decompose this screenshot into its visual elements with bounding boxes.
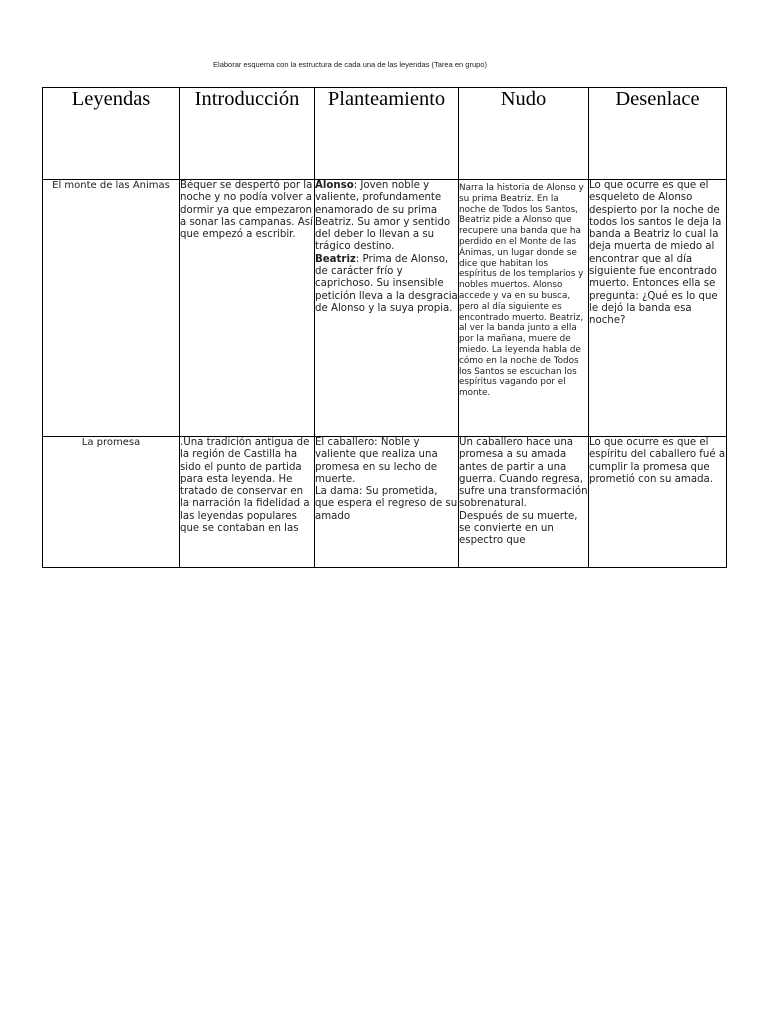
header-planteamiento: Planteamiento (315, 88, 459, 180)
nudo-line: Un caballero hace una promesa a su amada antes de partir a una guerra. Cuando regresa, sufre una transformación sobrenatural. (459, 437, 588, 510)
character-description: : Joven noble y valiente, profundamente enamorado de su prima Beatriz. Su amor y sentido del deber lo llevan a su trágico destino. (315, 180, 451, 253)
desenlace-cell: Lo que ocurre es que el esqueleto de Alonso despierto por la noche de todos los santos le deja la banda a Beatriz lo cual la deja muerta de miedo al encontrar que al día siguiente fue encontrado muerto. Entonces ella se pregunta: ¿Qué es lo que le dejó la banda esa noche? (589, 180, 727, 437)
header-introduccion: Introducción (180, 88, 315, 180)
table-row (43, 180, 727, 437)
document-caption: Elaborar esquema con la estructura de cada una de las leyendas (Tarea en grupo) (213, 60, 487, 69)
nudo-text (459, 437, 588, 560)
character-line: El caballero: Noble y valiente que realiza una promesa en su lecho de muerte. (315, 437, 438, 485)
table-row (43, 437, 727, 568)
introduccion-cell (180, 437, 315, 568)
nudo-cell (459, 437, 589, 568)
header-row (43, 88, 727, 180)
header-nudo: Nudo (459, 88, 589, 180)
planteamiento-cell (315, 180, 459, 437)
character-description: : Prima de Alonso, de carácter frío y caprichoso. Su insensible petición lleva a la desgracia de Alonso y la suya propia. (315, 253, 458, 314)
legends-table (42, 87, 727, 568)
nudo-cell: Narra la historia de Alonso y su prima Beatriz. En la noche de Todos los Santos, Beatriz pide a Alonso que recupere una banda que ha perdido en el Monte de las Ánimas, un lugar donde se dice que habitan los espíritus de los templarios y nobles muertos. Alonso accede y va en su busca, pero al día siguiente es encontrado muerto. Beatriz, al ver la banda junto a ella por la mañana, muere de miedo. La leyenda habla de cómo en la noche de Todos los Santos se escuchan los espíritus vagando por el monte. (459, 180, 589, 437)
character-name: Alonso (315, 180, 354, 191)
header-desenlace: Desenlace (589, 88, 727, 180)
header-leyendas: Leyendas (43, 88, 180, 180)
introduccion-text: .Una tradición antigua de la región de Castilla ha sido el punto de partida para esta leyenda. He tratado de conservar en la narración la fidelidad a las leyendas populares que se contaban en las (180, 437, 310, 535)
planteamiento-cell (315, 437, 459, 568)
character-line: La dama: Su prometida, que espera el regreso de su amado (315, 486, 458, 522)
leyenda-name: El monte de las Ánimas (43, 180, 180, 437)
leyenda-name: La promesa (43, 437, 180, 568)
character-name: Beatriz (315, 253, 356, 265)
nudo-line: Después de su muerte, se convierte en un espectro que (459, 510, 578, 547)
desenlace-cell: Lo que ocurre es que el espíritu del caballero fué a cumplir la promesa que prometió con su amada. (589, 437, 727, 568)
introduccion-cell: Béquer se despertó por la noche y no podía volver a dormir ya que empezaron a sonar las campanas. Así que empezó a escribir. (180, 180, 315, 437)
